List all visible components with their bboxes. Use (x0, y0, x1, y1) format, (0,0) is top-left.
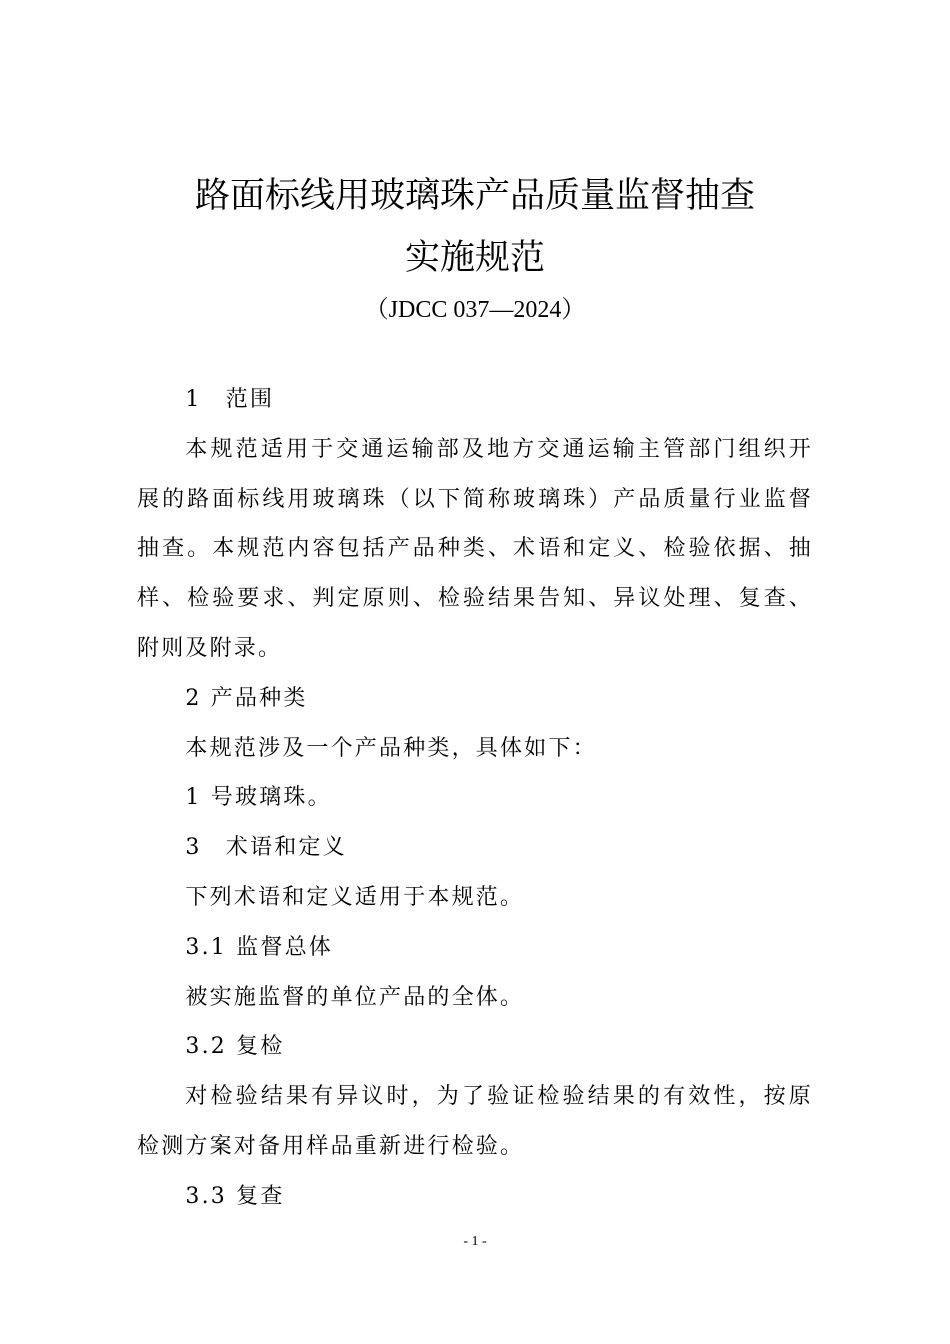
paragraph-3-2: 对检验结果有异议时，为了验证检验结果的有效性，按原检测方案对备用样品重新进行检验。 (137, 1084, 813, 1159)
list-item-product: 1 号玻璃珠。 (185, 785, 332, 811)
subsection-heading-3-3: 3.3 复查 (185, 1183, 285, 1209)
document-title-line-1: 路面标线用玻璃珠产品质量监督抽查 (194, 176, 755, 216)
section-heading-terms: 3 术语和定义 (185, 835, 347, 861)
paragraph-scope: 本规范适用于交通运输部及地方交通运输主管部门组织开展的路面标线用玻璃珠（以下简称玻璃珠）产品质量行业监督抽查。本规范内容包括产品种类、术语和定义、检验依据、抽样、检验要求、判定原则、检验结果告知、异议处理、复查、附则及附录。 (137, 436, 813, 661)
document-title-line-2: 实施规范 (404, 238, 545, 278)
section-heading-scope: 1 范围 (185, 387, 275, 412)
subsection-heading-3-2: 3.2 复检 (185, 1034, 285, 1060)
paragraph-terms: 下列术语和定义适用于本规范。 (185, 884, 525, 910)
paragraph-3-1: 被实施监督的单位产品的全体。 (185, 984, 525, 1010)
document-body (137, 375, 813, 1222)
page-number: - 1 - (463, 1234, 487, 1249)
document-code: （JDCC 037—2024） (364, 297, 586, 323)
paragraph-product-types: 本规范涉及一个产品种类，具体如下： (185, 735, 597, 761)
subsection-heading-3-1: 3.1 监督总体 (185, 934, 333, 960)
section-heading-product-types: 2 产品种类 (185, 685, 308, 711)
